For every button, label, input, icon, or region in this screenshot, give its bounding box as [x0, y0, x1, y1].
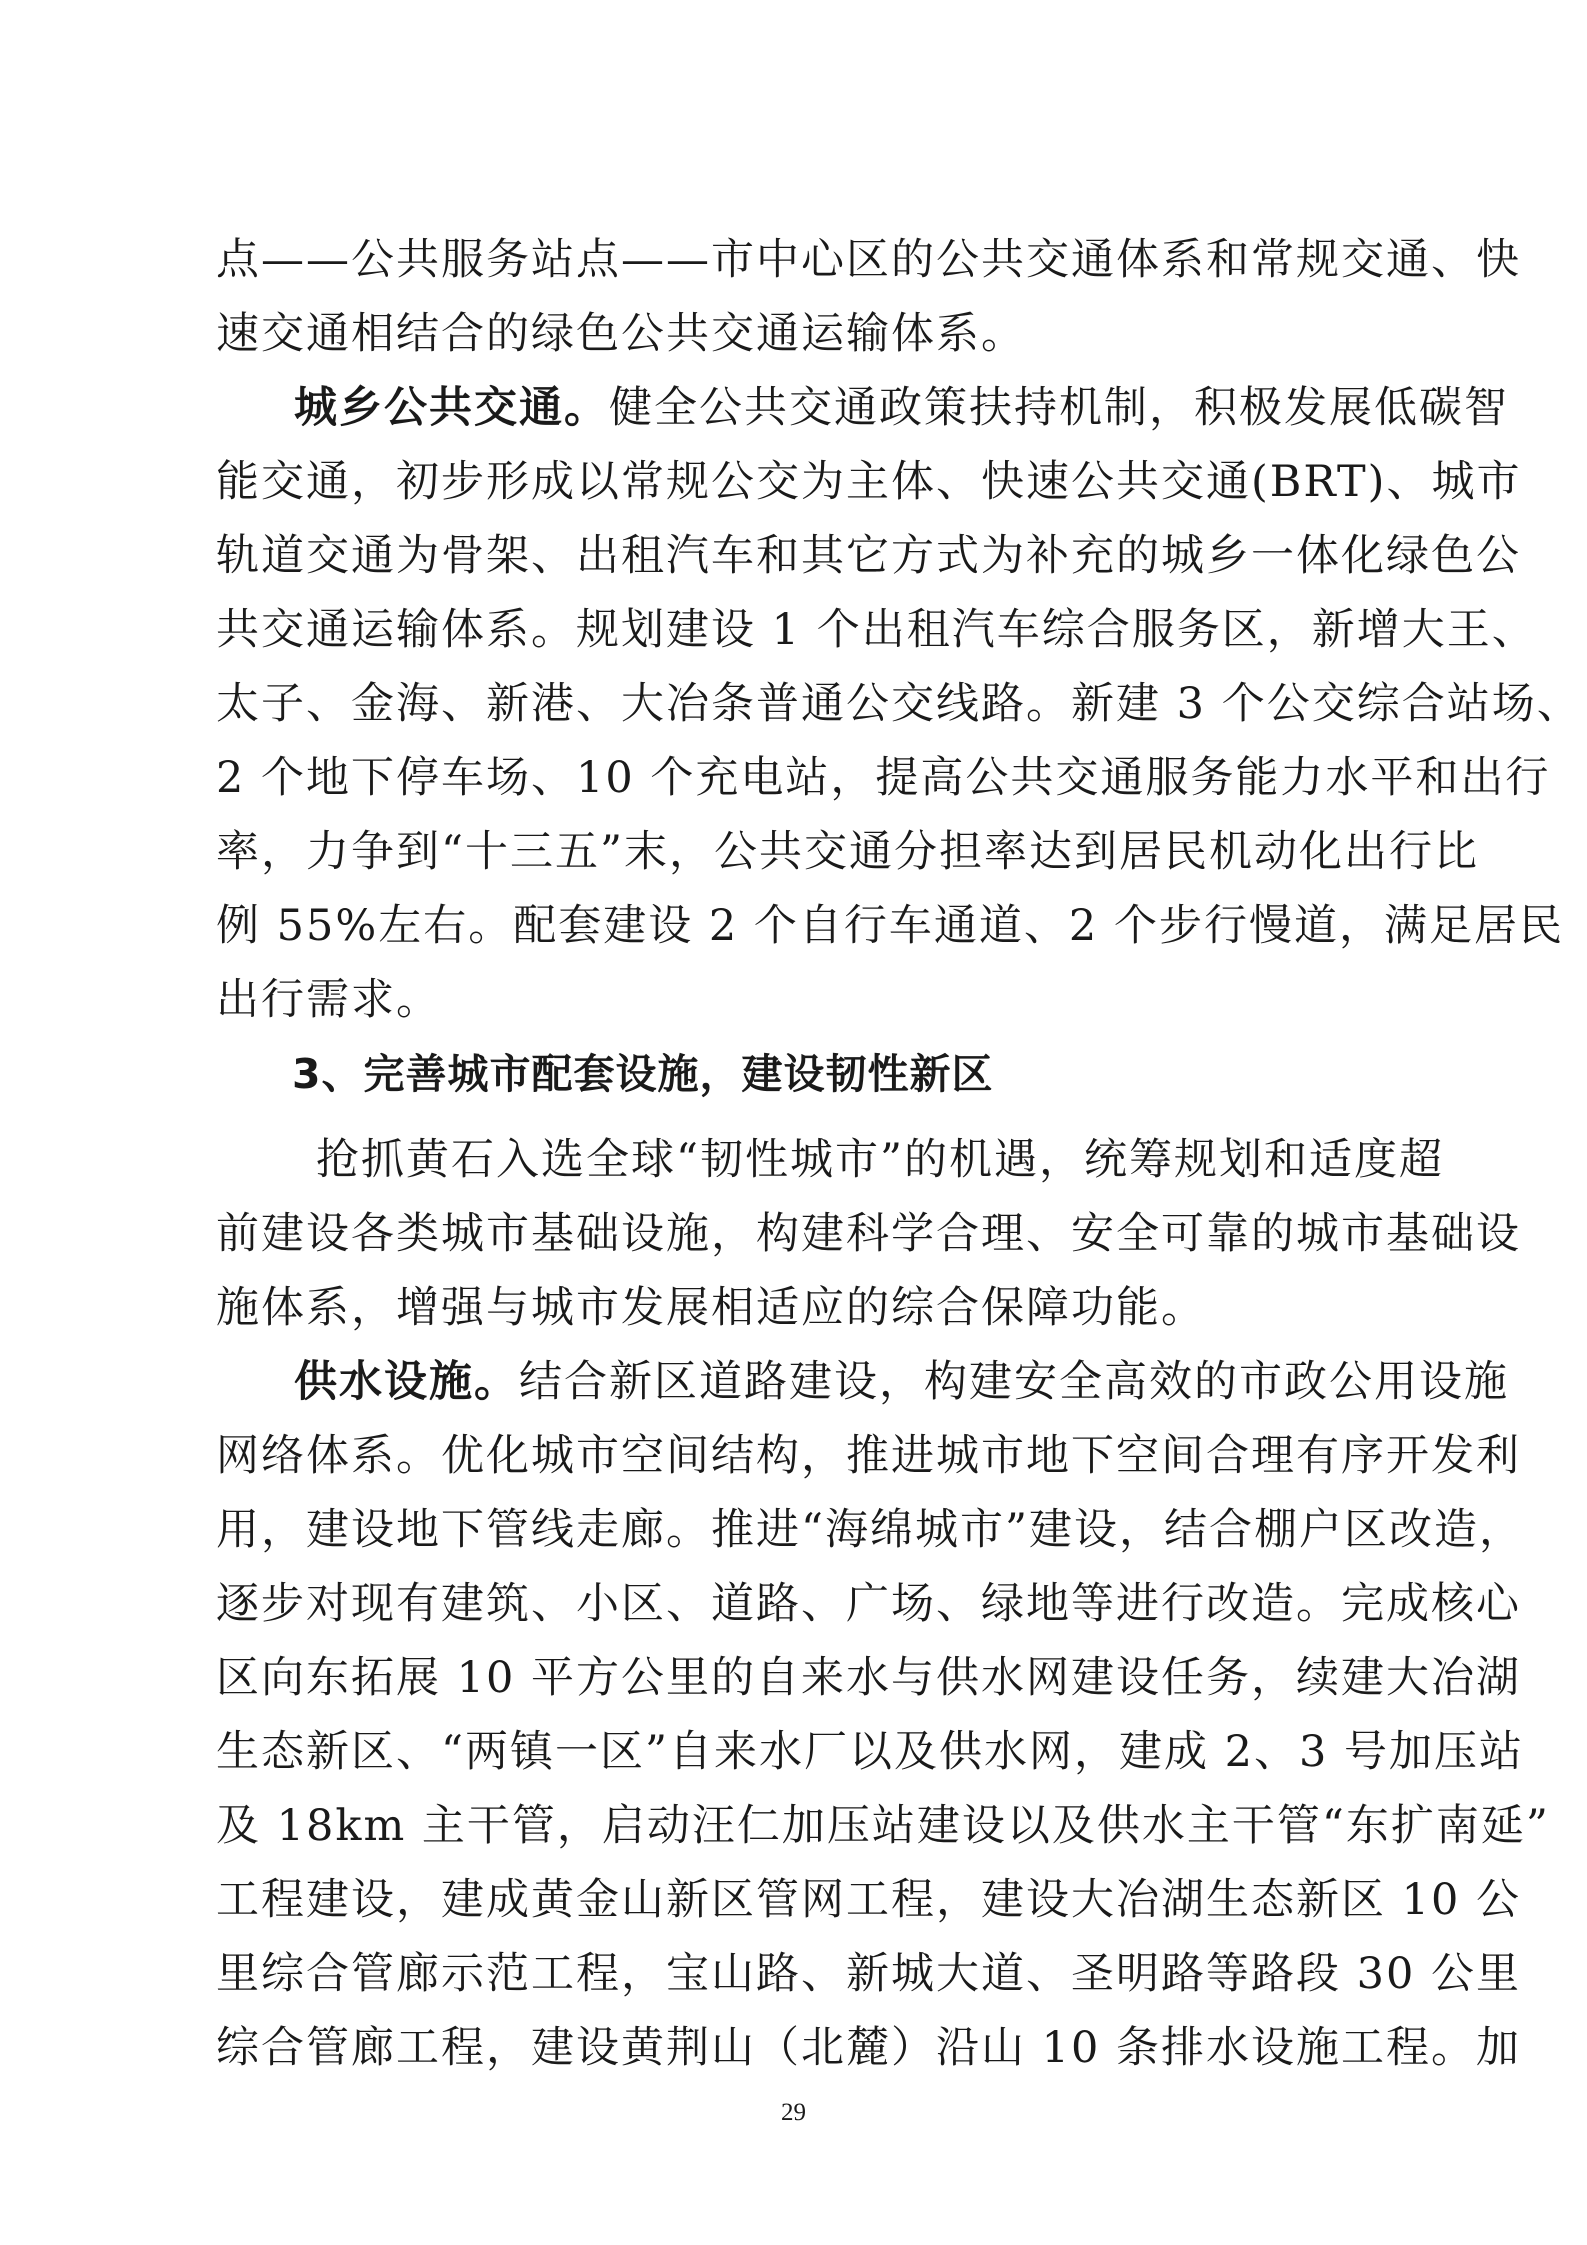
body-line: 逐步对现有建筑、小区、道路、广场、绿地等进行改造。完成核心	[216, 1579, 1521, 1629]
body-line: 例 55%左右。配套建设 2 个自行车通道、2 个步行慢道，满足居民	[216, 901, 1564, 951]
body-line: 区向东拓展 10 平方公里的自来水与供水网建设任务，续建大冶湖	[216, 1653, 1522, 1703]
body-line-text: 健全公共交通政策扶持机制，积极发展低碳智	[609, 383, 1509, 433]
body-line: 前建设各类城市基础设施，构建科学合理、安全可靠的城市基础设	[216, 1209, 1521, 1259]
paragraph-lead: 城乡公共交通。	[294, 383, 609, 433]
paragraph-lead: 供水设施。	[294, 1357, 519, 1407]
body-line: 太子、金海、新港、大冶条普通公交线路。新建 3 个公交综合站场、	[216, 679, 1582, 729]
body-line: 生态新区、“两镇一区”自来水厂以及供水网，建成 2、3 号加压站	[216, 1727, 1525, 1777]
section-heading: 3、完善城市配套设施，建设韧性新区	[292, 1050, 994, 1098]
body-line-text: 结合新区道路建设，构建安全高效的市政公用设施	[519, 1357, 1509, 1407]
body-line: 率，力争到“十三五”末，公共交通分担率达到居民机动化出行比	[216, 827, 1479, 877]
body-line: 综合管廊工程，建设黄荆山（北麓）沿山 10 条排水设施工程。加	[216, 2023, 1522, 2073]
body-line: 及 18km 主干管，启动汪仁加压站建设以及供水主干管“东扩南延”	[216, 1801, 1550, 1851]
page-number: 29	[781, 2099, 806, 2126]
body-line: 2 个地下停车场、10 个充电站，提高公共交通服务能力水平和出行	[216, 753, 1551, 803]
body-line: 里综合管廊示范工程，宝山路、新城大道、圣明路等路段 30 公里	[216, 1949, 1522, 1999]
body-line: 点——公共服务站点——市中心区的公共交通体系和常规交通、快	[216, 235, 1521, 285]
body-line: 能交通，初步形成以常规公交为主体、快速公共交通(BRT)、城市	[216, 457, 1522, 507]
body-line: 施体系，增强与城市发展相适应的综合保障功能。	[216, 1283, 1206, 1333]
body-line: 抢抓黄石入选全球“韧性城市”的机遇，统筹规划和适度超	[316, 1135, 1444, 1185]
body-line: 工程建设，建成黄金山新区管网工程，建设大冶湖生态新区 10 公	[216, 1875, 1522, 1925]
body-line	[294, 1355, 1509, 1409]
body-line	[294, 381, 1509, 435]
body-line: 网络体系。优化城市空间结构，推进城市地下空间合理有序开发利	[216, 1431, 1521, 1481]
body-line: 轨道交通为骨架、出租汽车和其它方式为补充的城乡一体化绿色公	[216, 531, 1521, 581]
body-line: 出行需求。	[216, 975, 441, 1025]
body-line: 用，建设地下管线走廊。推进“海绵城市”建设，结合棚户区改造，	[216, 1505, 1524, 1555]
body-line: 速交通相结合的绿色公共交通运输体系。	[216, 309, 1026, 359]
body-line: 共交通运输体系。规划建设 1 个出租汽车综合服务区，新增大王、	[216, 605, 1537, 655]
